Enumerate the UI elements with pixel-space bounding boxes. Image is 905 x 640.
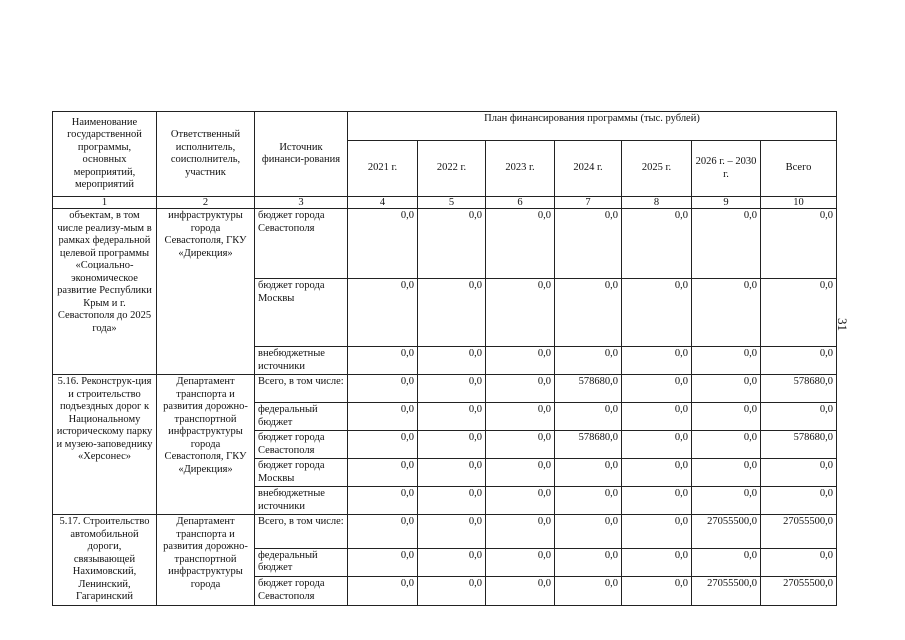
amount-cell: 0,0 bbox=[418, 515, 486, 549]
header-row-1 bbox=[53, 112, 837, 141]
column-numbers-row bbox=[53, 197, 837, 209]
amount-cell: 0,0 bbox=[761, 548, 837, 576]
funding-source: внебюджетные источники bbox=[255, 347, 348, 375]
amount-cell: 27055500,0 bbox=[692, 515, 761, 549]
funding-source: бюджет города Севастополя bbox=[255, 431, 348, 459]
amount-cell: 0,0 bbox=[761, 279, 837, 347]
amount-cell: 27055500,0 bbox=[692, 577, 761, 605]
amount-cell: 0,0 bbox=[486, 459, 555, 487]
amount-cell: 0,0 bbox=[555, 577, 622, 605]
header-year: 2025 г. bbox=[622, 141, 692, 197]
amount-cell: 0,0 bbox=[692, 548, 761, 576]
amount-cell: 0,0 bbox=[486, 548, 555, 576]
amount-cell: 0,0 bbox=[692, 459, 761, 487]
header-total: Всего bbox=[761, 141, 837, 197]
amount-cell: 0,0 bbox=[555, 403, 622, 431]
table-row bbox=[53, 209, 837, 279]
amount-cell: 0,0 bbox=[418, 279, 486, 347]
program-name: объектам, в том числе реализу-мым в рамках федеральной целевой программы «Социально-экономическое развитие Республики Крым и г. Севастополя до 2025 года» bbox=[53, 209, 157, 375]
amount-cell: 0,0 bbox=[622, 459, 692, 487]
col-number: 2 bbox=[157, 197, 255, 209]
amount-cell: 0,0 bbox=[418, 487, 486, 515]
col-number: 10 bbox=[761, 197, 837, 209]
amount-cell: 0,0 bbox=[622, 431, 692, 459]
amount-cell: 0,0 bbox=[348, 375, 418, 403]
col-number: 5 bbox=[418, 197, 486, 209]
page-number: 31 bbox=[835, 318, 850, 331]
amount-cell: 0,0 bbox=[418, 375, 486, 403]
amount-cell: 0,0 bbox=[486, 375, 555, 403]
amount-cell: 0,0 bbox=[555, 548, 622, 576]
amount-cell: 0,0 bbox=[418, 209, 486, 279]
executor: Департамент транспорта и развития дорожно-транспортной инфраструктуры города Севастополя, ГКУ «Дирекция» bbox=[157, 375, 255, 515]
amount-cell: 0,0 bbox=[348, 431, 418, 459]
amount-cell: 0,0 bbox=[418, 431, 486, 459]
amount-cell: 0,0 bbox=[622, 403, 692, 431]
amount-cell: 0,0 bbox=[555, 279, 622, 347]
amount-cell: 0,0 bbox=[486, 487, 555, 515]
amount-cell: 0,0 bbox=[418, 459, 486, 487]
program-name: 5.16. Реконструк-ция и строительство подъездных дорог к Национальному историческому парку и музею-заповеднику «Херсонес» bbox=[53, 375, 157, 515]
amount-cell: 0,0 bbox=[622, 347, 692, 375]
amount-cell: 578680,0 bbox=[761, 431, 837, 459]
amount-cell: 0,0 bbox=[348, 548, 418, 576]
amount-cell: 0,0 bbox=[692, 279, 761, 347]
amount-cell: 578680,0 bbox=[555, 375, 622, 403]
amount-cell: 0,0 bbox=[555, 459, 622, 487]
table-row bbox=[53, 515, 837, 549]
amount-cell: 0,0 bbox=[761, 347, 837, 375]
amount-cell: 0,0 bbox=[761, 459, 837, 487]
amount-cell: 0,0 bbox=[486, 279, 555, 347]
amount-cell: 0,0 bbox=[555, 487, 622, 515]
amount-cell: 0,0 bbox=[348, 515, 418, 549]
amount-cell: 0,0 bbox=[622, 577, 692, 605]
amount-cell: 0,0 bbox=[761, 487, 837, 515]
amount-cell: 0,0 bbox=[761, 209, 837, 279]
amount-cell: 27055500,0 bbox=[761, 515, 837, 549]
amount-cell: 0,0 bbox=[486, 347, 555, 375]
amount-cell: 0,0 bbox=[692, 431, 761, 459]
col-number: 7 bbox=[555, 197, 622, 209]
amount-cell: 0,0 bbox=[348, 279, 418, 347]
amount-cell: 0,0 bbox=[486, 515, 555, 549]
amount-cell: 0,0 bbox=[348, 209, 418, 279]
amount-cell: 0,0 bbox=[348, 487, 418, 515]
amount-cell: 0,0 bbox=[418, 403, 486, 431]
funding-source: бюджет города Москвы bbox=[255, 459, 348, 487]
col-number: 4 bbox=[348, 197, 418, 209]
funding-source: внебюджетные источники bbox=[255, 487, 348, 515]
col-number: 8 bbox=[622, 197, 692, 209]
header-year: 2023 г. bbox=[486, 141, 555, 197]
amount-cell: 0,0 bbox=[418, 548, 486, 576]
amount-cell: 0,0 bbox=[761, 403, 837, 431]
amount-cell: 0,0 bbox=[622, 209, 692, 279]
amount-cell: 0,0 bbox=[622, 279, 692, 347]
amount-cell: 0,0 bbox=[486, 403, 555, 431]
amount-cell: 0,0 bbox=[418, 347, 486, 375]
header-name: Наименование государственной программы, основных мероприятий, мероприятий bbox=[53, 112, 157, 197]
amount-cell: 0,0 bbox=[692, 209, 761, 279]
amount-cell: 0,0 bbox=[348, 347, 418, 375]
amount-cell: 0,0 bbox=[555, 347, 622, 375]
amount-cell: 0,0 bbox=[622, 515, 692, 549]
amount-cell: 27055500,0 bbox=[761, 577, 837, 605]
amount-cell: 578680,0 bbox=[761, 375, 837, 403]
funding-source: бюджет города Москвы bbox=[255, 279, 348, 347]
amount-cell: 0,0 bbox=[486, 431, 555, 459]
financing-table bbox=[52, 111, 837, 606]
header-year: 2024 г. bbox=[555, 141, 622, 197]
amount-cell: 0,0 bbox=[692, 403, 761, 431]
amount-cell: 0,0 bbox=[692, 487, 761, 515]
funding-source: федеральный бюджет bbox=[255, 548, 348, 576]
amount-cell: 0,0 bbox=[555, 515, 622, 549]
header-year: 2026 г. – 2030 г. bbox=[692, 141, 761, 197]
header-year: 2022 г. bbox=[418, 141, 486, 197]
funding-source: Всего, в том числе: bbox=[255, 515, 348, 549]
amount-cell: 0,0 bbox=[622, 375, 692, 403]
amount-cell: 0,0 bbox=[486, 209, 555, 279]
amount-cell: 0,0 bbox=[622, 487, 692, 515]
header-executor: Ответственный исполнитель, соисполнитель, участник bbox=[157, 112, 255, 197]
funding-source: бюджет города Севастополя bbox=[255, 577, 348, 605]
program-name: 5.17. Строительство автомобильной дороги, связывающей Нахимовский, Ленинский, Гагаринский bbox=[53, 515, 157, 606]
funding-source: Всего, в том числе: bbox=[255, 375, 348, 403]
amount-cell: 0,0 bbox=[692, 375, 761, 403]
table-row bbox=[53, 375, 837, 403]
amount-cell: 0,0 bbox=[348, 403, 418, 431]
executor: Департамент транспорта и развития дорожно-транспортной инфраструктуры города bbox=[157, 515, 255, 606]
amount-cell: 0,0 bbox=[555, 209, 622, 279]
header-plan: План финансирования программы (тыс. рублей) bbox=[348, 112, 837, 141]
col-number: 1 bbox=[53, 197, 157, 209]
col-number: 6 bbox=[486, 197, 555, 209]
col-number: 3 bbox=[255, 197, 348, 209]
amount-cell: 0,0 bbox=[622, 548, 692, 576]
col-number: 9 bbox=[692, 197, 761, 209]
amount-cell: 0,0 bbox=[692, 347, 761, 375]
funding-source: федеральный бюджет bbox=[255, 403, 348, 431]
amount-cell: 0,0 bbox=[486, 577, 555, 605]
amount-cell: 0,0 bbox=[348, 577, 418, 605]
amount-cell: 0,0 bbox=[348, 459, 418, 487]
funding-source: бюджет города Севастополя bbox=[255, 209, 348, 279]
header-source: Источник финанси-рования bbox=[255, 112, 348, 197]
amount-cell: 578680,0 bbox=[555, 431, 622, 459]
header-year: 2021 г. bbox=[348, 141, 418, 197]
executor: инфраструктуры города Севастополя, ГКУ «Дирекция» bbox=[157, 209, 255, 375]
amount-cell: 0,0 bbox=[418, 577, 486, 605]
